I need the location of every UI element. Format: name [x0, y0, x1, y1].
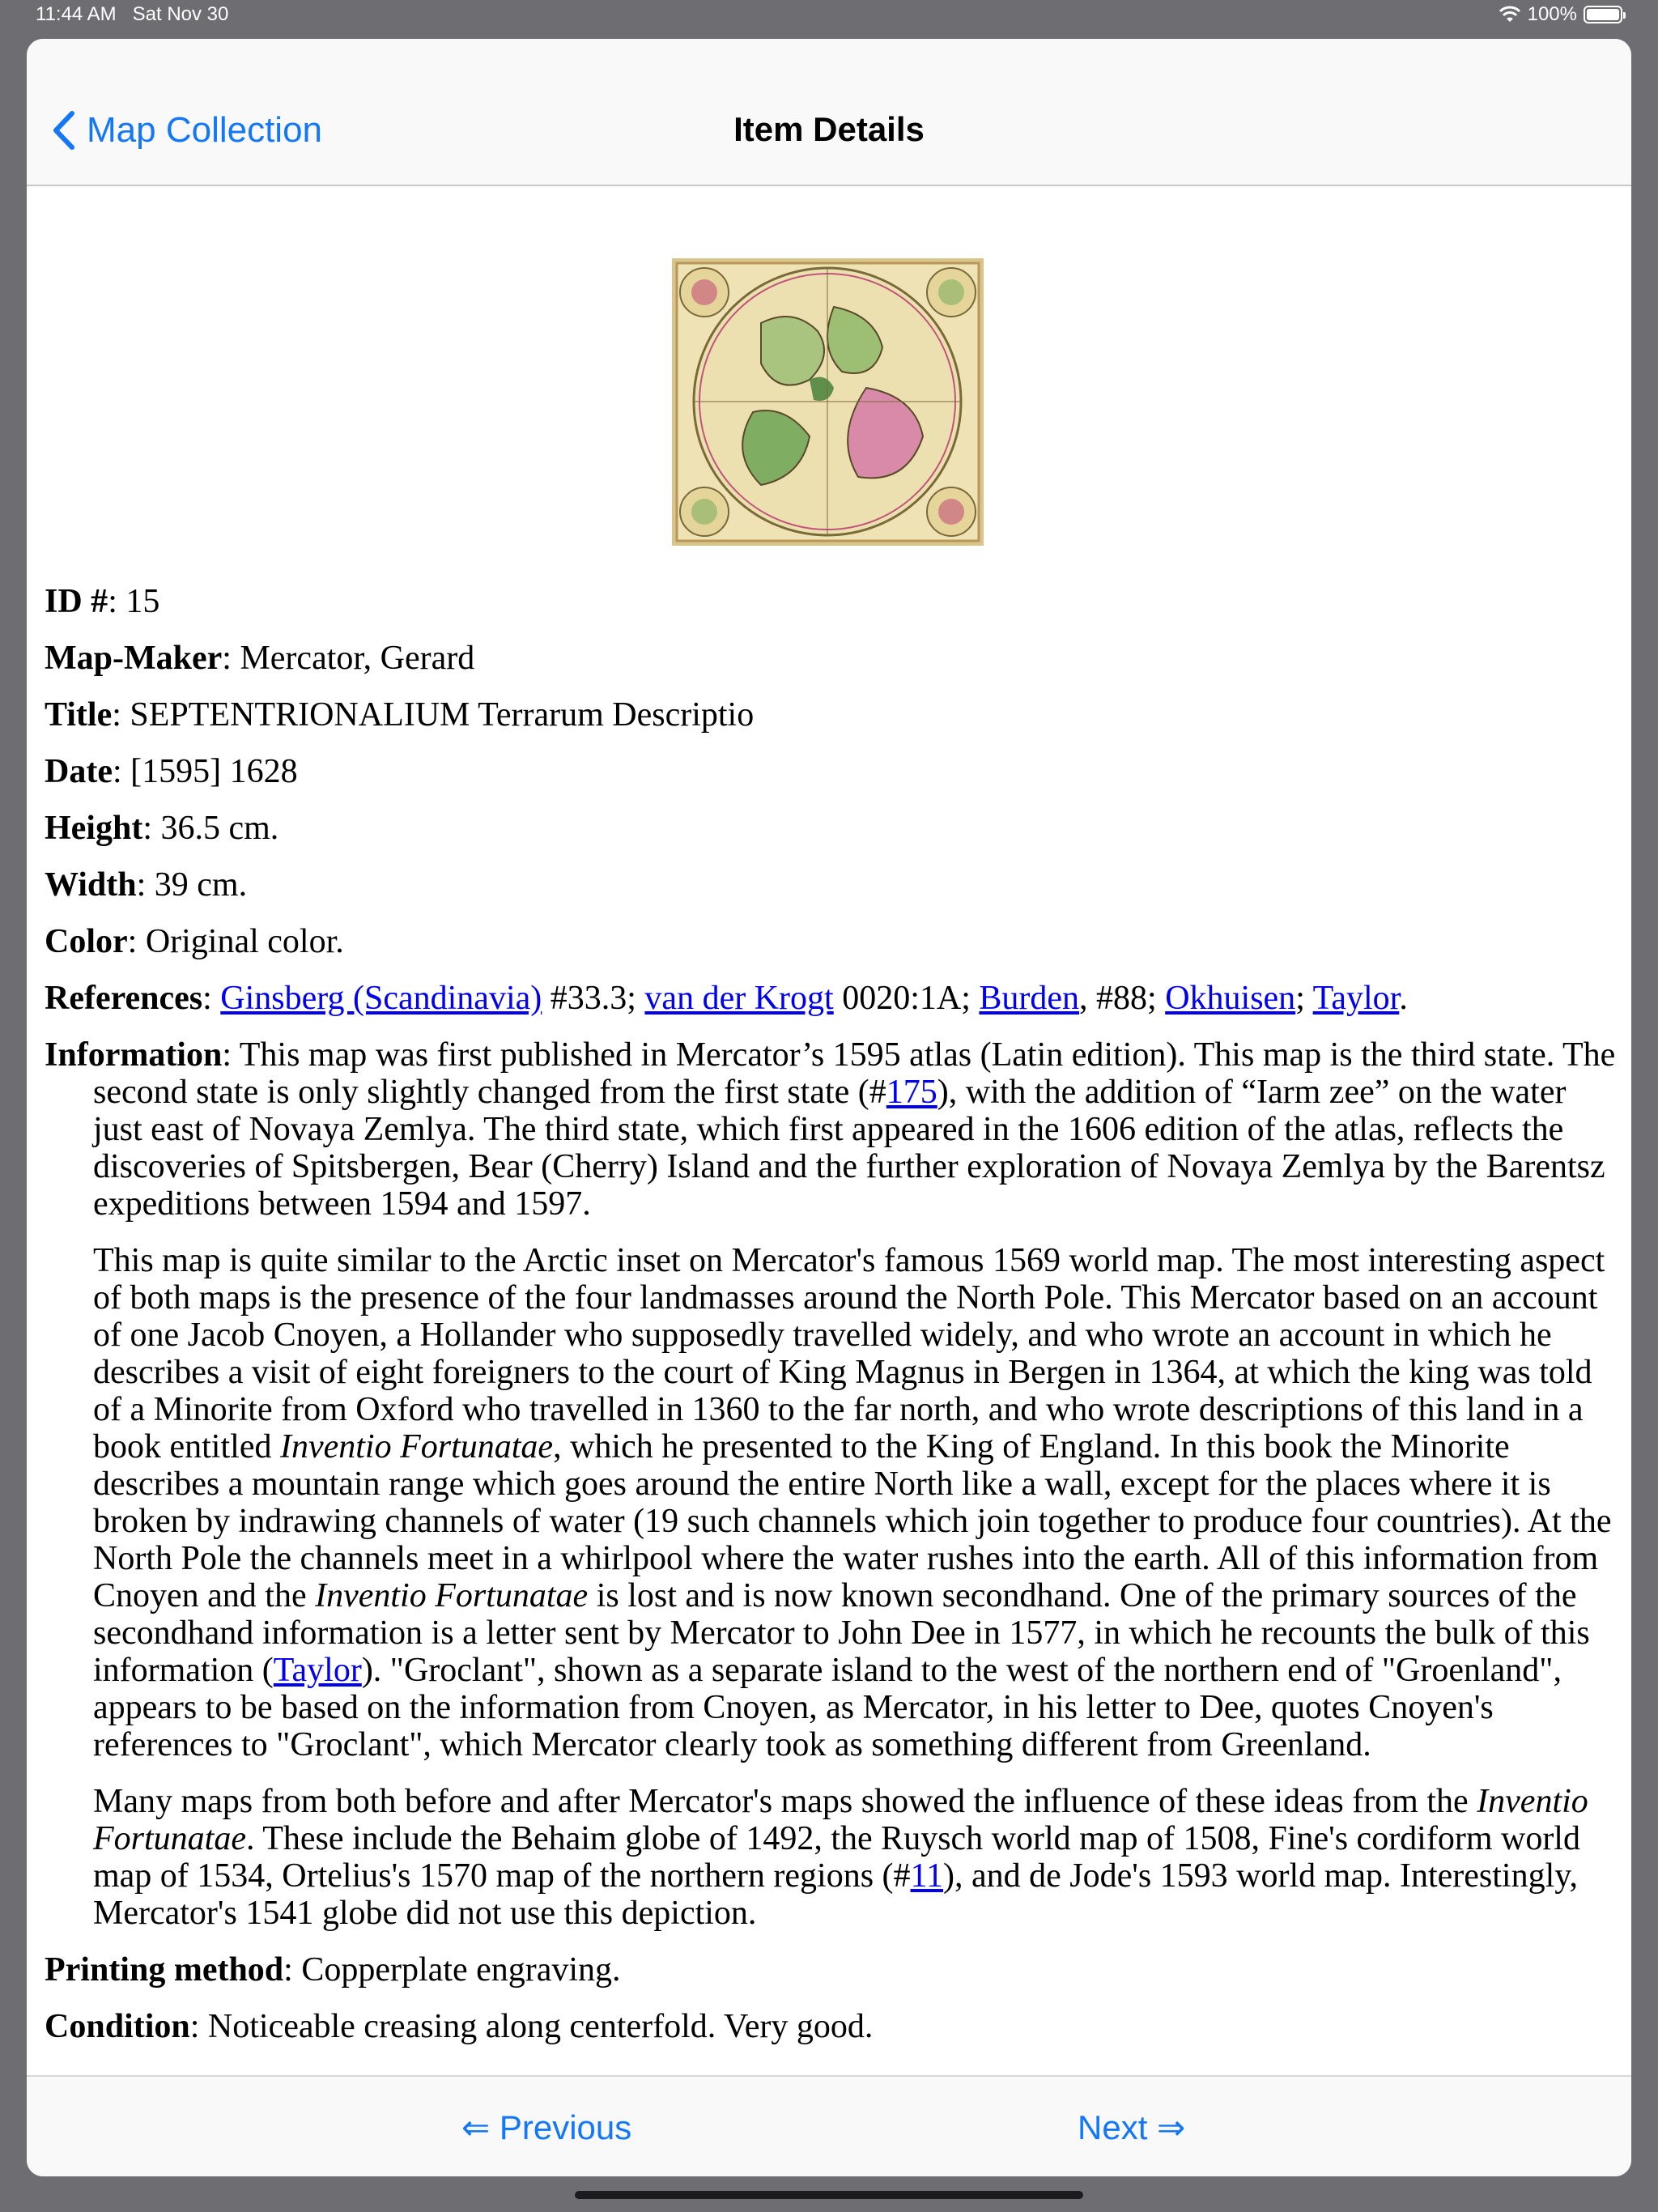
field-date: Date: [1595] 1628	[45, 753, 298, 790]
field-height: Height: 36.5 cm.	[45, 810, 279, 847]
status-bar	[0, 0, 1658, 36]
status-right	[1499, 3, 1622, 26]
map-thumbnail[interactable]	[672, 258, 984, 546]
field-printing-method: Printing method: Copperplate engraving.	[45, 1951, 621, 1989]
next-button[interactable]: Next ⇒	[1078, 2108, 1186, 2146]
field-mapmaker: Map-Maker: Mercator, Gerard	[45, 640, 475, 677]
wifi-icon	[1499, 6, 1521, 23]
field-color: Color: Original color.	[45, 923, 344, 960]
reference-link-ginsberg[interactable]: Ginsberg (Scandinavia)	[220, 980, 542, 1017]
field-condition: Condition: Noticeable creasing along centerfold. Very good.	[45, 2008, 874, 2045]
field-id: ID #: 15	[45, 583, 160, 620]
field-width: Width: 39 cm.	[45, 866, 248, 904]
field-title: Title: SEPTENTRIONALIUM Terrarum Descriptio	[45, 696, 755, 734]
link-taylor[interactable]: Taylor	[273, 1652, 362, 1689]
item-details-sheet	[27, 39, 1631, 2176]
battery-percent: 100%	[1527, 3, 1577, 25]
home-indicator[interactable]	[575, 2191, 1083, 2199]
status-date-text: Sat Nov 30	[132, 3, 229, 25]
link-item-175[interactable]: 175	[886, 1074, 937, 1111]
information-paragraph-2: This map is quite similar to the Arctic inset on Mercator's famous 1569 world map. The most interesting aspect of both maps is the presence of the four landmasses around the North Pole. This Mercator based on an account of one Jacob Cnoyen, a Hollander who supposedly travelled widely, and who wrote an account in which he describes a visit of eight foreigners to the court of King Magnus in Bergen in 1364, at which the king was told of a Minorite from Oxford who travelled in 1360 to the far north, and who wrote descriptions of this land in a book entitled Inventio Fortunatae, which he presented to the King of England. In this book the Minorite describes a mountain range which goes around the entire North like a wall, except for the places where it is broken by indrawing channels of water (19 such channels which join together to produce four countries). At the North Pole the channels meet in a whirlpool where the water rushes into the earth. All of this information from Cnoyen and the Inventio Fortunatae is lost and is now known secondhand. One of the primary sources of the secondhand information is a letter sent by Mercator to John Dee in 1577, in which he recounts the bulk of this information (Taylor). "Groclant", shown as a separate island to the west of the northern end of "Groenland", appears to be based on the information from Cnoyen, as Mercator, in his letter to Dee, quotes Cnoyen's references to "Groclant", which Mercator clearly took as something different from Greenland.	[93, 1242, 1612, 1763]
details-content[interactable]	[27, 186, 1631, 2113]
item-fields	[45, 583, 1623, 2065]
bottom-toolbar	[27, 2075, 1631, 2176]
reference-link-taylor[interactable]: Taylor	[1312, 980, 1400, 1017]
battery-icon	[1584, 6, 1622, 23]
information-paragraph-1: Information: This map was first published in Mercator’s 1595 atlas (Latin edition). This map is the third state. The second state is only slightly changed from the first state (#175), with the addition of “Iarm zee” on the water just east of Novaya Zemlya. The third state, which first appeared in the 1606 edition of the atlas, reflects the discoveries of Spitsbergen, Bear (Cherry) Island and the further exploration of Novaya Zemlya by the Barentsz expeditions between 1594 and 1597.	[45, 1036, 1616, 1223]
reference-link-van-der-krogt[interactable]: van der Krogt	[644, 980, 834, 1017]
status-time-text: 11:44 AM	[36, 3, 117, 25]
information-paragraph-3: Many maps from both before and after Mercator's maps showed the influence of these ideas from the Inventio Fortunatae. These include the Behaim globe of 1492, the Ruysch world map of 1508, Fine's cordiform world map of 1534, Ortelius's 1570 map of the northern regions (#11), and de Jode's 1593 world map. Interestingly, Mercator's 1541 globe did not use this depiction.	[93, 1783, 1588, 1932]
status-time	[36, 3, 228, 26]
page-title: Item Details	[733, 110, 925, 148]
reference-link-burden[interactable]: Burden	[979, 980, 1080, 1017]
reference-link-okhuisen[interactable]: Okhuisen	[1165, 980, 1296, 1017]
link-item-11[interactable]: 11	[910, 1857, 943, 1895]
previous-button[interactable]: ⇐ Previous	[461, 2108, 632, 2146]
field-information	[45, 1036, 1623, 1932]
back-label: Map Collection	[87, 110, 323, 150]
navigation-bar	[27, 39, 1631, 186]
field-references: References: Ginsberg (Scandinavia) #33.3; van der Krogt 0020:1A; Burden, #88; Okhuisen; Taylor.	[45, 980, 1408, 1017]
